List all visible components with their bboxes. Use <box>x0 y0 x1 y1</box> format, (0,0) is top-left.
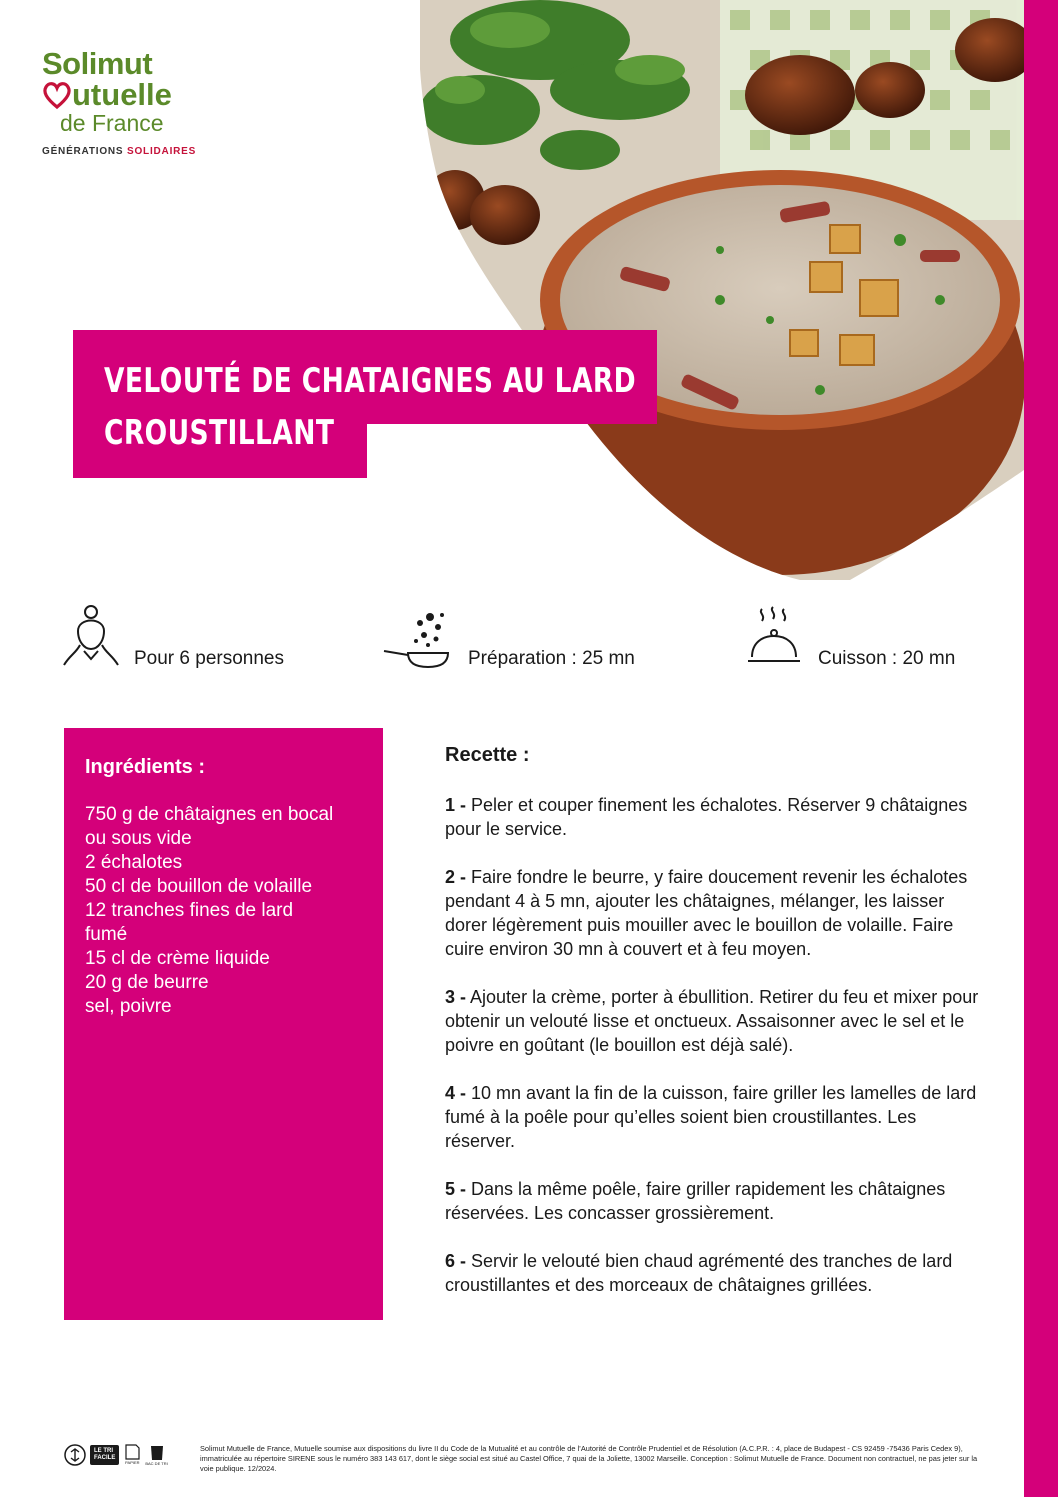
cloche-icon <box>746 601 804 669</box>
title-line2: CROUSTILLANT <box>104 413 335 453</box>
step-number: 4 - <box>445 1083 467 1103</box>
ingredient-item: fumé <box>85 924 128 945</box>
recycling-info <box>64 1443 168 1466</box>
bin-icon <box>148 1443 166 1461</box>
ingredient-item: sel, poivre <box>85 996 172 1017</box>
right-accent-stripe <box>1024 0 1058 1497</box>
tri-facile-badge <box>90 1445 119 1465</box>
step-number: 2 - <box>445 867 467 887</box>
frying-pan-icon <box>382 601 454 669</box>
ingredient-item: 15 cl de crème liquide <box>85 948 270 969</box>
step-text: Dans la même poêle, faire griller rapidement les châtaignes réservées. Les concasser grossièrement. <box>445 1179 946 1223</box>
ingredient-item: 50 cl de bouillon de volaille <box>85 876 313 897</box>
tri-label-1: LE TRI <box>94 1447 113 1454</box>
tagline-part2: SOLIDAIRES <box>127 146 197 157</box>
logo-line2-text: utuelle <box>72 77 172 112</box>
recipe-step <box>445 985 985 1057</box>
ingredient-item: 20 g de beurre <box>85 972 209 993</box>
ingredient-item: 750 g de châtaignes en bocal <box>85 804 334 825</box>
step-text: Faire fondre le beurre, y faire doucement revenir les échalotes pendant 4 à 5 mn, ajouter les châtaignes, mélanger, les laisser dorer légèrement puis mouiller avec le bouillon de volaille. Faire cuire environ 30 mn à couvert et à feu moyen. <box>445 867 968 959</box>
recycle-icon <box>64 1444 86 1466</box>
step-number: 6 - <box>445 1251 467 1271</box>
paper-icon <box>123 1444 141 1460</box>
cooking-text: Cuisson : 20 mn <box>818 648 956 669</box>
bin-label: BAC DE TRI <box>145 1461 168 1466</box>
ingredients-title: Ingrédients : <box>85 756 206 778</box>
step-number: 5 - <box>445 1179 467 1199</box>
paper-item <box>123 1444 141 1465</box>
step-text: Ajouter la crème, porter à ébullition. Retirer du feu et mixer pour obtenir un velouté lisse et onctueux. Assaisonner avec le sel et le poivre en goûtant (le bouillon est déjà salé). <box>445 987 979 1055</box>
logo-line1: Solimut <box>42 46 153 81</box>
cooking-info <box>746 600 955 670</box>
step-text: Peler et couper finement les échalotes. Réserver 9 châtaignes pour le service. <box>445 795 968 839</box>
recipe-title-label: Recette : <box>445 744 530 766</box>
tri-label-2: FACILE <box>94 1454 116 1461</box>
step-number: 1 - <box>445 795 467 815</box>
preparation-info <box>382 600 635 670</box>
step-number: 3 - <box>445 987 467 1007</box>
step-text: 10 mn avant la fin de la cuisson, faire griller les lamelles de lard fumé à la poêle pour qu’elles soient bien croustillantes. Les réserver. <box>445 1083 977 1151</box>
logo-line3: de France <box>60 110 164 136</box>
person-icon <box>62 601 120 669</box>
recipe-title <box>104 355 650 459</box>
servings-text: Pour 6 personnes <box>134 648 284 669</box>
legal-notice: Solimut Mutuelle de France, Mutuelle soumise aux dispositions du livre II du Code de la Mutualité et au contrôle de l’Autorité de Contrôle Prudentiel et de Résolution (A.C.P.R. : 4, place de Budapest - CS 92459 -75436 Paris Cedex 9), immatriculée au répertoire SIRENE sous le numéro 383 143 617, dont le siège social est situé au Castel Office, 7 quai de la Joliette, 13002 Marseille. Conception : Solimut Mutuelle de France. Document non contractuel, ne pas jeter sur la voie publique. 12/2024. <box>200 1444 978 1473</box>
bin-item <box>145 1443 167 1466</box>
ingredient-item: 12 tranches fines de lard <box>85 900 294 921</box>
ingredient-item: ou sous vide <box>85 828 192 849</box>
step-text: Servir le velouté bien chaud agrémenté des tranches de lard croustillantes et des morceaux de châtaignes grillées. <box>445 1251 953 1295</box>
ingredient-item: 2 échalotes <box>85 852 183 873</box>
ingredients-panel <box>64 728 383 1320</box>
servings-info <box>62 600 284 670</box>
recipe-step <box>445 1081 985 1153</box>
title-line1: VELOUTÉ DE CHATAIGNES AU LARD <box>104 361 637 401</box>
recipe-step <box>445 865 985 961</box>
paper-label: PAPIER <box>125 1460 140 1465</box>
hero-photo <box>420 0 1024 580</box>
recipe-step <box>445 1249 985 1297</box>
recipe-section <box>445 744 985 1321</box>
logo-tagline <box>42 146 222 157</box>
tagline-part1: GÉNÉRATIONS <box>42 146 124 157</box>
preparation-text: Préparation : 25 mn <box>468 648 635 669</box>
brand-logo <box>42 48 222 157</box>
heart-icon <box>42 80 72 110</box>
recipe-step <box>445 793 985 841</box>
recipe-step <box>445 1177 985 1225</box>
logo-line2 <box>42 77 222 112</box>
